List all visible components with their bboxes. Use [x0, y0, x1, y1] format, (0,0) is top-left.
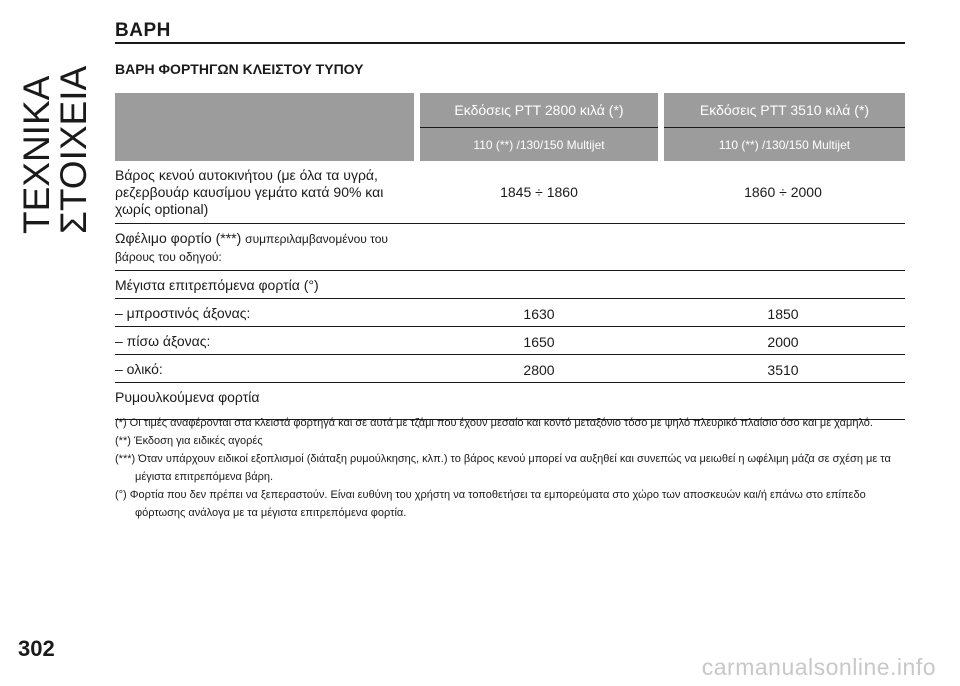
weights-table [115, 93, 905, 420]
header-row-top [115, 93, 905, 128]
row-value-2800: 1650 [417, 326, 661, 354]
header-col2-sub-a: 110 (**) [718, 137, 759, 152]
table-row [115, 161, 905, 223]
footnote: (***) Όταν υπάρχουν ειδικοί εξοπλισμοί (διάταξη ρυμούλκησης, κλπ.) το βάρος κενού μπορεί να αυξηθεί και συνεπώς να μειωθεί η ωφέλιμη μάζα σε σχέση με τα μέγιστα επιτρεπόμενα βάρη. [115, 453, 891, 483]
page-number: 302 [18, 636, 55, 661]
row-value-2800: 2800 [417, 354, 661, 382]
row-label: – μπροστινός άξονας: [115, 298, 417, 326]
table-row [115, 270, 905, 298]
table-row [115, 298, 905, 326]
row-label-small: συμπεριλαμβανομένου του βάρους του οδηγού: [115, 231, 388, 264]
watermark: carmanualsonline.info [701, 654, 936, 680]
row-value-2800 [417, 270, 661, 298]
row-value-3510: 1860 ÷ 2000 [661, 161, 905, 223]
subtitle: ΒΑΡΗ ΦΟΡΤΗΓΩΝ ΚΛΕΙΣΤΟΥ ΤΥΠΟΥ [115, 61, 364, 77]
title-rule [115, 42, 905, 44]
row-label: – ολικό: [115, 354, 417, 382]
row-value-3510 [661, 223, 905, 270]
row-value-2800 [417, 223, 661, 270]
footnote: (°) Φορτία που δεν πρέπει να ξεπεραστούν. Είναι ευθύνη του χρήστη να τοποθετήσει τα εμπορεύματα στο χώρο των αποσκευών και/ή επάνω στο επίπεδο φόρτωσης ανάλογα με τα μέγιστα επιτρεπόμενα φορτία. [115, 489, 866, 519]
footnote: (*) Οι τιμές αναφέρονται στα κλειστά φορτηγά και σε αυτά με τζάμι που έχουν μεσαίο και κοντό μεταξόνιο τόσο με ψηλό πλευρικό πλαίσιο όσο και με χαμηλό. [115, 417, 873, 429]
table-row [115, 354, 905, 382]
row-label-main: Ωφέλιμο φορτίο (***) [115, 229, 246, 246]
footnotes [115, 414, 905, 522]
header-col2-sub-b: /130/150 Multijet [758, 137, 851, 152]
row-value-3510: 2000 [661, 326, 905, 354]
header-col1-sub [417, 128, 661, 162]
row-label [115, 223, 417, 270]
row-value-2800: 1630 [417, 298, 661, 326]
row-label: Βάρος κενού αυτοκινήτου (με όλα τα υγρά, ρεζερβουάρ καυσίμου γεμάτο κατά 90% και χωρίς optional) [115, 161, 417, 223]
row-label: – πίσω άξονας: [115, 326, 417, 354]
row-label: Μέγιστα επιτρεπόμενα φορτία (°) [115, 270, 417, 298]
section-title: ΒΑΡΗ [115, 20, 171, 41]
row-value-3510 [661, 270, 905, 298]
header-col2: Εκδόσεις PTT 3510 κιλά (*) [661, 93, 905, 128]
table-row [115, 326, 905, 354]
header-blank-cell [115, 93, 417, 161]
header-col2-sub [661, 128, 905, 162]
row-value-2800: 1845 ÷ 1860 [417, 161, 661, 223]
row-value-3510: 1850 [661, 298, 905, 326]
row-value-3510: 3510 [661, 354, 905, 382]
table-row [115, 223, 905, 270]
header-col1-sub-a: 110 (**) [473, 137, 514, 152]
footnote: (**) Έκδοση για ειδικές αγορές [115, 435, 263, 447]
chapter-side-title: ΤΕΧΝΙΚΑ ΣΤΟΙΧΕΙΑ [16, 65, 94, 234]
header-col1: Εκδόσεις PTT 2800 κιλά (*) [417, 93, 661, 128]
header-col1-sub-b: /130/150 Multijet [513, 137, 605, 152]
row-label: Ρυμουλκούμενα φορτία [115, 382, 417, 419]
